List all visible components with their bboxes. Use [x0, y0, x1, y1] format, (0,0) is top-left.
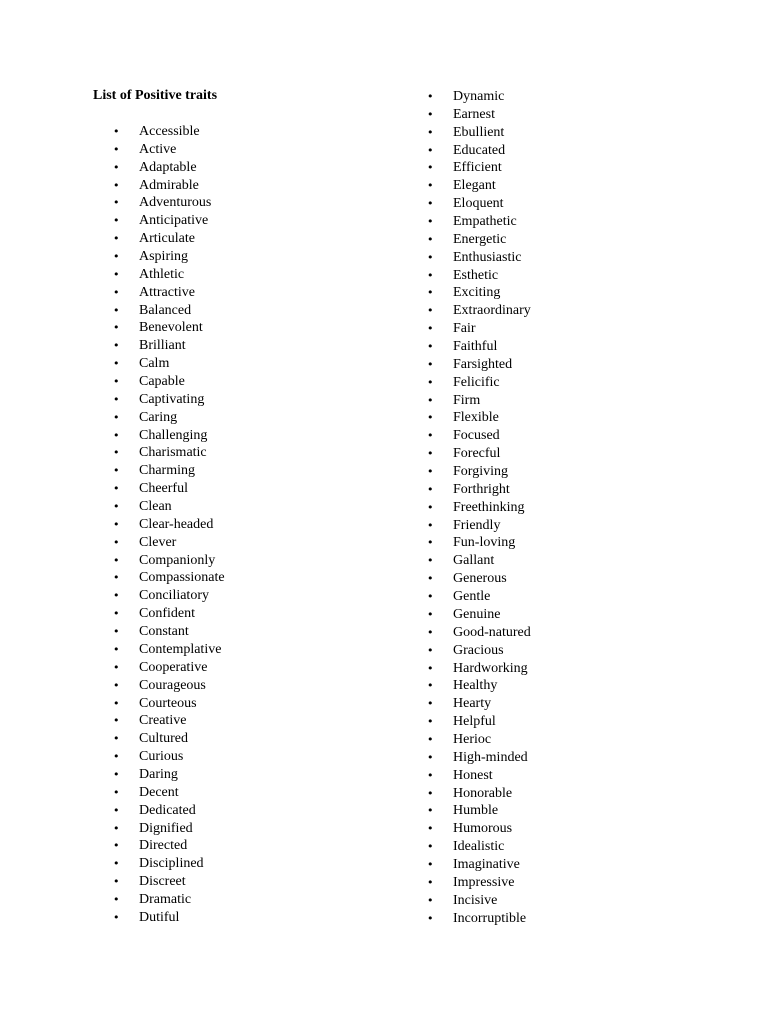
bullet-icon: • — [427, 465, 434, 479]
trait-text: Fair — [453, 321, 476, 337]
trait-text: Fun-loving — [453, 535, 516, 551]
trait-text: Capable — [139, 374, 185, 390]
trait-text: Gracious — [453, 642, 504, 658]
trait-text: Ebullient — [453, 124, 505, 140]
trait-text: Good-natured — [453, 624, 531, 640]
bullet-icon: • — [113, 392, 120, 406]
trait-text: Exciting — [453, 285, 501, 301]
bullet-icon: • — [113, 857, 120, 871]
trait-text: Genuine — [453, 606, 501, 622]
trait-text: Contemplative — [139, 641, 222, 657]
bullet-icon: • — [427, 90, 434, 103]
trait-text: Enthusiastic — [453, 249, 522, 265]
trait-text: Discreet — [139, 874, 186, 890]
trait-text: Dignified — [139, 820, 193, 836]
trait-text: Dynamic — [453, 89, 505, 104]
trait-text: Anticipative — [139, 213, 209, 229]
trait-text: Dutiful — [139, 909, 180, 925]
bullet-icon: • — [113, 375, 120, 389]
bullet-icon: • — [113, 696, 120, 710]
trait-text: Benevolent — [139, 320, 203, 336]
trait-text: Disciplined — [139, 856, 204, 872]
bullet-icon: • — [427, 340, 434, 354]
trait-text: Impressive — [453, 874, 515, 890]
bullet-icon: • — [113, 839, 120, 853]
bullet-icon: • — [113, 267, 120, 281]
bullet-icon: • — [427, 411, 434, 425]
trait-text: Healthy — [453, 678, 498, 694]
trait-text: Decent — [139, 784, 179, 800]
trait-text: Compassionate — [139, 570, 225, 586]
bullet-icon: • — [427, 107, 434, 121]
trait-text: Faithful — [453, 339, 498, 355]
bullet-icon: • — [427, 482, 434, 496]
bullet-icon: • — [113, 750, 120, 764]
bullet-icon: • — [427, 750, 434, 764]
bullet-icon: • — [113, 196, 120, 210]
bullet-icon: • — [113, 589, 120, 603]
bullet-icon: • — [427, 250, 434, 264]
bullet-icon: • — [427, 125, 434, 139]
bullet-icon: • — [427, 447, 434, 461]
bullet-icon: • — [113, 339, 120, 353]
bullet-icon: • — [427, 232, 434, 246]
bullet-icon: • — [427, 590, 434, 604]
trait-text: Admirable — [139, 177, 199, 193]
bullet-icon: • — [113, 678, 120, 692]
trait-text: Honest — [453, 767, 493, 783]
trait-text: Gentle — [453, 589, 491, 605]
trait-text: Constant — [139, 624, 189, 640]
bullet-icon: • — [427, 643, 434, 657]
trait-text: Gallant — [453, 553, 495, 569]
trait-text: Incisive — [453, 892, 498, 908]
trait-text: Idealistic — [453, 839, 505, 855]
bullet-icon: • — [113, 250, 120, 264]
bullet-icon: • — [427, 554, 434, 568]
trait-text: Aspiring — [139, 249, 188, 265]
bullet-icon: • — [113, 714, 120, 728]
bullet-icon: • — [427, 393, 434, 407]
bullet-icon: • — [427, 357, 434, 371]
trait-text: Dedicated — [139, 802, 196, 818]
trait-text: Felicific — [453, 374, 500, 390]
bullet-icon: • — [113, 232, 120, 246]
trait-text: Calm — [139, 356, 170, 372]
bullet-icon: • — [113, 660, 120, 674]
trait-text: Attractive — [139, 284, 195, 300]
trait-text: Adaptable — [139, 159, 197, 175]
trait-text: Elegant — [453, 178, 496, 194]
trait-text: Captivating — [139, 391, 205, 407]
bullet-icon: • — [113, 482, 120, 496]
trait-text: Clever — [139, 534, 177, 550]
trait-text: Generous — [453, 571, 507, 587]
bullet-icon: • — [113, 303, 120, 317]
bullet-icon: • — [427, 375, 434, 389]
bullet-icon: • — [113, 875, 120, 889]
bullet-icon: • — [427, 286, 434, 300]
bullet-icon: • — [427, 768, 434, 782]
trait-text: Charismatic — [139, 445, 207, 461]
bullet-icon: • — [427, 322, 434, 336]
page-title: List of Positive traits — [93, 88, 218, 103]
trait-text: Conciliatory — [139, 588, 209, 604]
trait-text: Flexible — [453, 410, 499, 426]
bullet-icon: • — [427, 197, 434, 211]
trait-text: Forgiving — [453, 464, 508, 480]
trait-text: Accessible — [139, 124, 200, 139]
trait-text: Humble — [453, 803, 499, 819]
trait-text: Courteous — [139, 695, 197, 711]
trait-text: Brilliant — [139, 338, 186, 354]
trait-text: Helpful — [453, 714, 496, 730]
trait-text: Energetic — [453, 231, 507, 247]
trait-text: Hardworking — [453, 660, 528, 676]
bullet-icon: • — [427, 857, 434, 871]
bullet-icon: • — [113, 446, 120, 460]
bullet-icon: • — [427, 911, 434, 925]
trait-text: Eloquent — [453, 196, 504, 212]
trait-text: Esthetic — [453, 267, 499, 283]
bullet-icon: • — [427, 143, 434, 157]
trait-text: Freethinking — [453, 499, 525, 515]
trait-text: Earnest — [453, 106, 495, 122]
bullet-icon: • — [427, 804, 434, 818]
bullet-icon: • — [113, 821, 120, 835]
trait-text: Courageous — [139, 677, 206, 693]
bullet-icon: • — [427, 840, 434, 854]
bullet-icon: • — [113, 767, 120, 781]
trait-text: Cheerful — [139, 481, 188, 497]
bullet-icon: • — [427, 179, 434, 193]
bullet-icon: • — [113, 214, 120, 228]
trait-text: Efficient — [453, 160, 502, 176]
trait-text: Balanced — [139, 302, 192, 318]
bullet-icon: • — [113, 321, 120, 335]
bullet-icon: • — [113, 285, 120, 299]
bullet-icon: • — [113, 625, 120, 639]
bullet-icon: • — [113, 910, 120, 924]
bullet-icon: • — [427, 822, 434, 836]
trait-text: Cultured — [139, 731, 188, 747]
bullet-icon: • — [427, 679, 434, 693]
trait-text: Honorable — [453, 785, 513, 801]
trait-text: Caring — [139, 409, 178, 425]
trait-text: Extraordinary — [453, 303, 531, 319]
bullet-icon: • — [427, 304, 434, 318]
bullet-icon: • — [113, 160, 120, 174]
trait-text: High-minded — [453, 749, 528, 765]
bullet-icon: • — [113, 642, 120, 656]
bullet-icon: • — [113, 428, 120, 442]
trait-text: Forthright — [453, 481, 510, 497]
bullet-icon: • — [427, 893, 434, 907]
bullet-icon: • — [427, 875, 434, 889]
trait-text: Companionly — [139, 552, 216, 568]
bullet-icon: • — [427, 161, 434, 175]
bullet-icon: • — [113, 178, 120, 192]
bullet-icon: • — [427, 518, 434, 532]
trait-text: Directed — [139, 838, 188, 854]
trait-text: Hearty — [453, 696, 492, 712]
trait-text: Friendly — [453, 517, 501, 533]
bullet-icon: • — [113, 553, 120, 567]
bullet-icon: • — [113, 125, 120, 138]
trait-text: Active — [139, 141, 177, 157]
trait-text: Empathetic — [453, 214, 517, 230]
bullet-icon: • — [427, 268, 434, 282]
trait-text: Imaginative — [453, 856, 520, 872]
bullet-icon: • — [113, 357, 120, 371]
bullet-icon: • — [427, 625, 434, 639]
trait-text: Educated — [453, 142, 506, 158]
bullet-icon: • — [427, 536, 434, 550]
trait-text: Farsighted — [453, 356, 513, 372]
bullet-icon: • — [113, 535, 120, 549]
trait-text: Incorruptible — [453, 910, 527, 926]
bullet-icon: • — [113, 892, 120, 906]
bullet-icon: • — [113, 803, 120, 817]
trait-text: Cooperative — [139, 659, 208, 675]
trait-text: Challenging — [139, 427, 208, 443]
bullet-icon: • — [427, 500, 434, 514]
trait-text: Creative — [139, 713, 187, 729]
trait-text: Curious — [139, 749, 184, 765]
trait-text: Charming — [139, 463, 195, 479]
trait-text: Herioc — [453, 731, 492, 747]
bullet-icon: • — [427, 697, 434, 711]
bullet-icon: • — [427, 661, 434, 675]
bullet-icon: • — [113, 142, 120, 156]
bullet-icon: • — [427, 215, 434, 229]
bullet-icon: • — [427, 572, 434, 586]
trait-text: Confident — [139, 606, 195, 622]
trait-text: Daring — [139, 766, 178, 782]
trait-text: Clean — [139, 499, 172, 515]
bullet-icon: • — [113, 607, 120, 621]
trait-text: Athletic — [139, 266, 185, 282]
bullet-icon: • — [113, 517, 120, 531]
trait-text: Humorous — [453, 821, 513, 837]
bullet-icon: • — [113, 410, 120, 424]
trait-text: Firm — [453, 392, 481, 408]
trait-text: Focused — [453, 428, 500, 444]
trait-text: Articulate — [139, 231, 195, 247]
trait-text: Clear-headed — [139, 516, 214, 532]
trait-text: Adventurous — [139, 195, 212, 211]
bullet-icon: • — [427, 715, 434, 729]
bullet-icon: • — [427, 429, 434, 443]
bullet-icon: • — [113, 464, 120, 478]
bullet-icon: • — [113, 500, 120, 514]
trait-text: Dramatic — [139, 891, 192, 907]
bullet-icon: • — [427, 732, 434, 746]
bullet-icon: • — [427, 607, 434, 621]
trait-text: Forecful — [453, 446, 501, 462]
bullet-icon: • — [113, 571, 120, 585]
bullet-icon: • — [427, 786, 434, 800]
bullet-icon: • — [113, 785, 120, 799]
bullet-icon: • — [113, 732, 120, 746]
